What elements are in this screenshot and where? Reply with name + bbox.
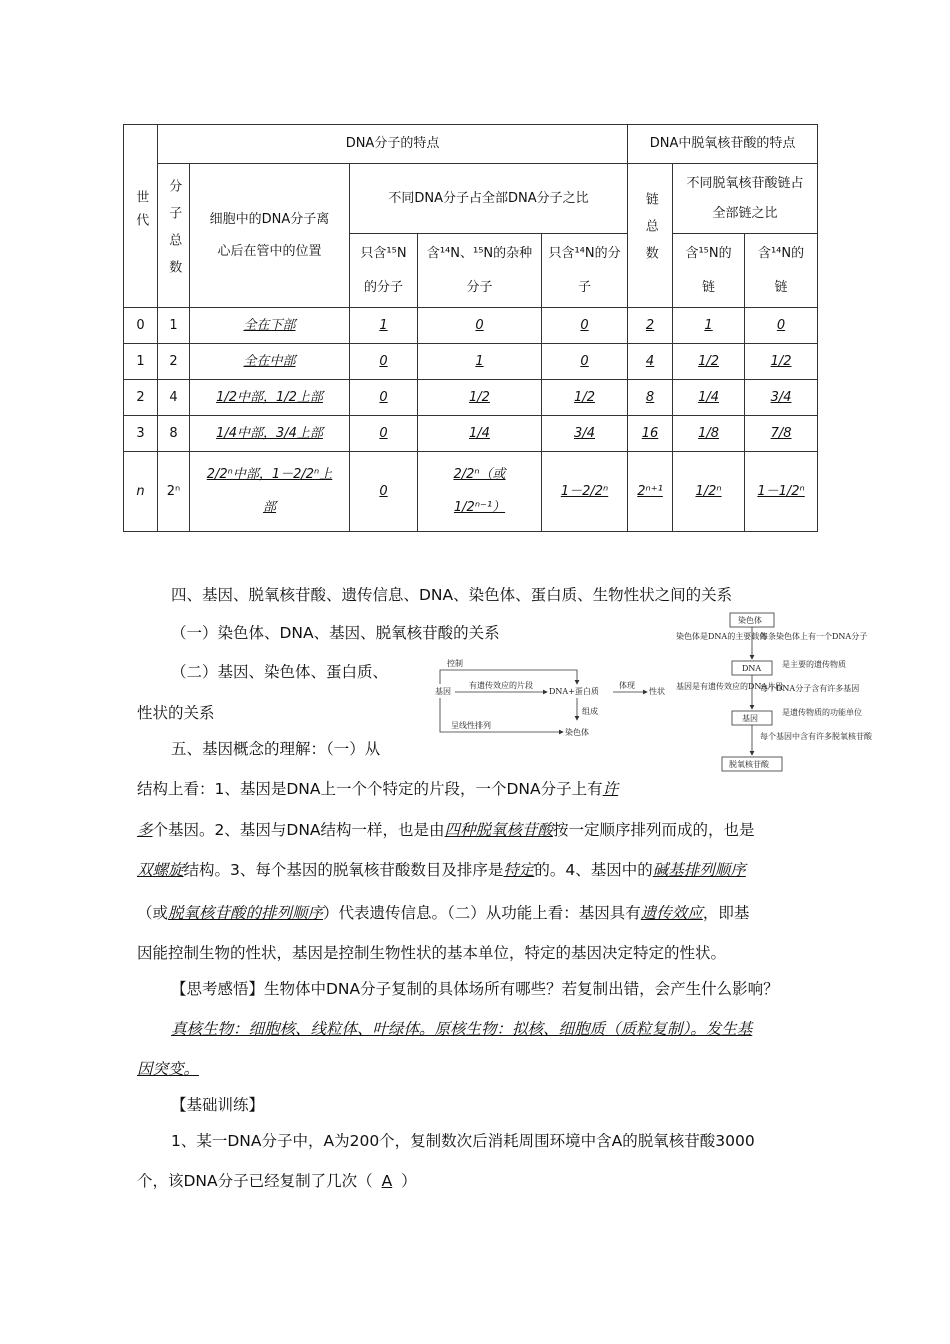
cell-chain-15n: 1/4	[673, 380, 745, 416]
chromosome-hierarchy-diagram	[672, 609, 872, 775]
answer-span: 四种脱氧核苷酸	[444, 821, 554, 839]
think-question: 【思考感悟】生物体中DNA分子复制的具体场所有哪些？若复制出错，会产生什么影响？	[171, 980, 779, 998]
think-answer-1: 真核生物：细胞核、线粒体、叶绿体。原核生物：拟核、细胞质（质粒复制）。发生基	[171, 1020, 753, 1038]
cell-count: 8	[158, 416, 190, 452]
cell-hybrid: 2/2ⁿ（或1/2ⁿ⁻¹）	[418, 452, 542, 532]
text-span: 的。4、基因中的	[534, 861, 653, 879]
text-span: 按一定顺序排列而成的，也是	[553, 821, 755, 839]
gene-structure-line-4	[137, 901, 749, 923]
table-row	[124, 452, 818, 532]
text-span: 个基因。2、基因与DNA结构一样，也是由	[152, 821, 445, 839]
label-nucleotide: 脱氧核苷酸	[729, 760, 769, 769]
label-gene-def: 基因是有遗传效应的DNA片段	[676, 682, 784, 691]
header-only-15n: 只含¹⁵N的分子	[350, 234, 418, 308]
cell-only-15n: 0	[350, 452, 418, 532]
cell-position: 2/2ⁿ中部，1－2/2ⁿ上部	[190, 452, 350, 532]
cell-chain-15n: 1/2	[673, 344, 745, 380]
header-chain-ratio: 不同脱氧核苷酸链占全部链之比	[673, 164, 818, 234]
cell-position: 1/2中部，1/2上部	[190, 380, 350, 416]
gene-structure-line-1	[137, 777, 618, 799]
cell-chain-14n: 1/2	[745, 344, 818, 380]
cell-only-14n: 3/4	[542, 416, 628, 452]
dna-replication-table	[123, 124, 818, 532]
header-chain-total: 链总数	[628, 164, 673, 308]
cell-only-15n: 0	[350, 344, 418, 380]
table-row	[124, 344, 818, 380]
cell-chain-total: 2	[628, 308, 673, 344]
cell-chain-14n: 1－1/2ⁿ	[745, 452, 818, 532]
label-unit: 是遗传物质的功能单位	[782, 708, 862, 717]
cell-only-15n: 0	[350, 380, 418, 416]
text-span: 个，该DNA分子已经复制了几次（	[137, 1172, 373, 1190]
label-dna-protein: DNA+蛋白质	[549, 687, 599, 696]
label-gene: 基因	[742, 714, 758, 723]
label-express: 体现	[619, 681, 635, 690]
cell-hybrid: 1/4	[418, 416, 542, 452]
cell-chain-14n: 0	[745, 308, 818, 344]
answer-span: 许	[602, 780, 619, 798]
cell-chain-total: 8	[628, 380, 673, 416]
answer-span: 双螺旋	[137, 861, 184, 879]
label-carrier: 染色体是DNA的主要载体	[676, 632, 768, 641]
answer-span: 多	[137, 821, 153, 839]
gene-structure-line-3	[137, 858, 746, 880]
text-span: ）	[401, 1172, 417, 1190]
cell-generation: 0	[124, 308, 158, 344]
header-hybrid: 含¹⁴N、¹⁵N的杂种分子	[418, 234, 542, 308]
cell-count: 2	[158, 344, 190, 380]
answer-span: 遗传效应	[640, 904, 703, 922]
cell-chain-total: 2ⁿ⁺¹	[628, 452, 673, 532]
header-generation: 世代	[124, 125, 158, 308]
header-position: 细胞中的DNA分子离心后在管中的位置	[190, 164, 350, 308]
cell-generation: 3	[124, 416, 158, 452]
think-answer-2: 因突变。	[137, 1060, 200, 1078]
cell-chain-14n: 3/4	[745, 380, 818, 416]
cell-generation: n	[124, 452, 158, 532]
answer-span: 碱基排列顺序	[652, 861, 746, 879]
label-linear: 呈线性排列	[451, 721, 491, 730]
section-4-2b: 性状的关系	[137, 704, 215, 722]
cell-count: 4	[158, 380, 190, 416]
table-row	[124, 308, 818, 344]
cell-only-15n: 1	[350, 308, 418, 344]
cell-generation: 1	[124, 344, 158, 380]
cell-chain-15n: 1/2ⁿ	[673, 452, 745, 532]
question-1-line-2	[137, 1169, 417, 1191]
cell-chain-total: 4	[628, 344, 673, 380]
gene-trait-diagram	[425, 652, 675, 747]
header-dna-features: DNA分子的特点	[158, 125, 628, 164]
cell-hybrid: 0	[418, 308, 542, 344]
label-compose: 组成	[582, 707, 598, 716]
section-4-heading: 四、基因、脱氧核苷酸、遗传信息、DNA、染色体、蛋白质、生物性状之间的关系	[171, 586, 733, 604]
cell-position: 1/4中部，3/4上部	[190, 416, 350, 452]
table-row	[124, 380, 818, 416]
cell-hybrid: 1/2	[418, 380, 542, 416]
answer-span: A	[381, 1172, 393, 1190]
header-nucleotide-features: DNA中脱氧核苷酸的特点	[628, 125, 818, 164]
label-trait: 性状	[649, 687, 665, 696]
cell-count: 1	[158, 308, 190, 344]
question-1-line-1: 1、某一DNA分子中，A为200个，复制数次后消耗周围环境中含A的脱氧核苷酸3000	[171, 1132, 755, 1150]
table-row	[124, 416, 818, 452]
answer-span: 脱氧核苷酸的排列顺序	[168, 904, 324, 922]
gene-function-line: 因能控制生物的性状，基因是控制生物性状的基本单位，特定的基因决定特定的性状。	[137, 944, 727, 962]
text-span: 结构上看：1、基因是DNA上一个个特定的片段，一个DNA分子上有	[137, 780, 603, 798]
cell-position: 全在中部	[190, 344, 350, 380]
cell-hybrid: 1	[418, 344, 542, 380]
basic-training-heading: 【基础训练】	[171, 1096, 265, 1114]
text-span: ，即基	[702, 904, 750, 922]
cell-chain-14n: 7/8	[745, 416, 818, 452]
label-dna: DNA	[742, 664, 762, 673]
gene-structure-line-2	[137, 818, 755, 840]
text-span: （或	[137, 904, 169, 922]
header-total-molecules: 分子总数	[158, 164, 190, 308]
cell-chain-total: 16	[628, 416, 673, 452]
cell-only-14n: 0	[542, 344, 628, 380]
label-many-nuc: 每个基因中含有许多脱氧核苷酸	[760, 732, 872, 741]
cell-generation: 2	[124, 380, 158, 416]
cell-only-14n: 0	[542, 308, 628, 344]
answer-span: 特定	[503, 861, 535, 879]
cell-chain-15n: 1/8	[673, 416, 745, 452]
label-one-dna: 每条染色体上有一个DNA分子	[760, 632, 868, 641]
cell-count: 2ⁿ	[158, 452, 190, 532]
header-chain-15n: 含¹⁵N的链	[673, 234, 745, 308]
cell-only-14n: 1－2/2ⁿ	[542, 452, 628, 532]
section-4-2a: （二）基因、染色体、蛋白质、	[171, 663, 389, 681]
label-effect: 有遗传效应的片段	[469, 681, 533, 690]
header-chain-14n: 含¹⁴N的链	[745, 234, 818, 308]
label-control: 控制	[447, 659, 463, 668]
cell-only-15n: 0	[350, 416, 418, 452]
label-chromosome: 染色体	[738, 616, 762, 625]
text-span: ）代表遗传信息。（二）从功能上看：基因具有	[323, 904, 641, 922]
label-chromosome: 染色体	[565, 728, 589, 737]
cell-position: 全在下部	[190, 308, 350, 344]
cell-only-14n: 1/2	[542, 380, 628, 416]
text-span: 结构。3、每个基因的脱氧核苷酸数目及排序是	[183, 861, 504, 879]
label-many-genes: 每个DNA分子含有许多基因	[760, 684, 860, 693]
label-main-material: 是主要的遗传物质	[782, 660, 846, 669]
cell-chain-15n: 1	[673, 308, 745, 344]
section-4-1: （一）染色体、DNA、基因、脱氧核苷酸的关系	[171, 624, 500, 642]
section-5-heading: 五、基因概念的理解：（一）从	[171, 740, 381, 758]
label-gene: 基因	[435, 687, 451, 696]
header-only-14n: 只含¹⁴N的分子	[542, 234, 628, 308]
header-molecule-ratio: 不同DNA分子占全部DNA分子之比	[350, 164, 628, 234]
